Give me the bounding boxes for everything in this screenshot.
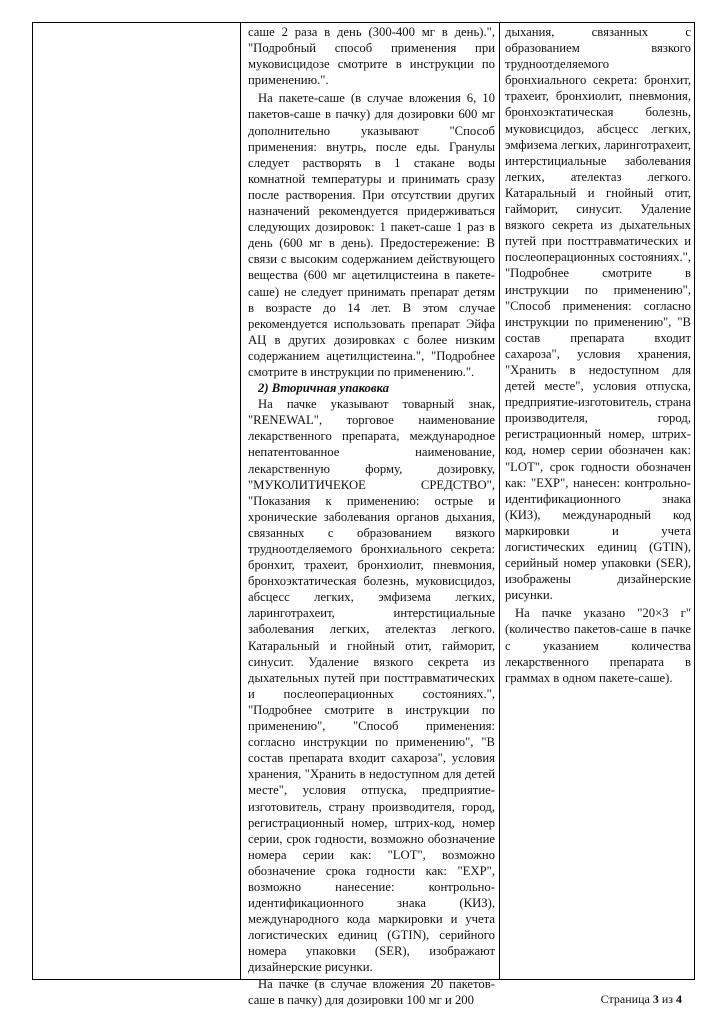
table-column-middle: [241, 23, 500, 1007]
page-label: Страница: [600, 992, 653, 1006]
table-column-empty: [33, 23, 241, 979]
page-total: 4: [676, 992, 682, 1006]
page-number: 3: [652, 992, 659, 1006]
section-heading: 2) Вторичная упаковка: [258, 381, 390, 396]
table-column-right: [500, 23, 694, 979]
text-paragraph: На пачке указывают товарный знак, "RENEWAL", торговое наименование лекарственного препарата, международное непатентованное наименование, лекарственную форму, дозировку, "МУКОЛИТИЧЕКОЕ СРЕДСТВО", "Показания к применению: острые и хронические заболевания органов дыхания, связанных с образованием вязкого трудноотделяемого бронхиального секрета: бронхит, трахеит, бронхиолит, пневмония, бронхоэктатическая болезнь, муковисцидоз, абсцесс легких, эмфизема легких, ларинготрахеит, интерстициальные заболевания легких, ателектаз легкого. Катаральный и гнойный отит, гайморит, синусит. Удаление вязкого секрета из дыхательных путей при посттравматических и послеоперационных состояниях.", "Подробнее смотрите в инструкции по применению", "Способ применения: согласно инструкции по применению", "В состав препарата входит сахароза", условия хранения, "Хранить в недоступном для детей месте", условия отпуска, предприятие-изготовитель, страну производителя, город, регистрационный номер, штрих-код, номер серии, срок годности, возможно обозначение номера серии как: "LOT", возможно обозначение срока годности как: "EXP", возможно нанесение: контрольно-идентификационного знака (КИЗ), международного кода маркировки и учета логистических единиц (GTIN), серийного номера упаковки (SER), изображают дизайнерские рисунки.: [248, 397, 495, 975]
text-paragraph: саше 2 раза в день (300-400 мг в день).", "Подробный способ применения при муковисцидозе смотрите в инструкции по применению.".: [248, 25, 495, 88]
text-paragraph: На пачке (в случае вложения 20 пакетов-саше в пачку) для дозировки 100 мг и 200: [248, 976, 495, 1007]
page-of-label: из: [658, 992, 676, 1006]
page-footer: [601, 992, 682, 1007]
text-paragraph: На пакете-саше (в случае вложения 6, 10 пакетов-саше в пачку) для дозировки 600 мг дополнительно указывают "Способ применения: внутрь, после еды. Гранулы следует растворять в 1 стакане воды комнатной температуры и принимать сразу после растворения. При отсутствии других назначений рекомендуется придерживаться следующих дозировок: 1 пакет-саше 1 раз в день (600 мг в день). Предостережение: В связи с высоким содержанием действующего вещества (600 мг ацетилцистеина в пакете-саше) не следует принимать препарат детям в возрасте до 14 лет. В этом случае рекомендуется использовать препарат Эйфа АЦ в других дозировках с более низким содержанием ацетилцистеина.", "Подробнее смотрите в инструкции по применению.".: [248, 91, 495, 379]
text-paragraph: На пачке указано "20×3 г" (количество пакетов-саше в пачке с указанием количества лекарственного препарата в граммах в одном пакете-саше).: [505, 606, 691, 685]
text-paragraph: дыхания, связанных с образованием вязкого трудноотделяемого бронхиального секрета: бронхит, трахеит, бронхиолит, пневмония, бронхоэктатическая болезнь, муковисцидоз, абсцесс легких, эмфизема легких, ларинготрахеит, интерстициальные заболевания легких, ателектаз легкого. Катаральный и гнойный отит, гайморит, синусит. Удаление вязкого секрета из дыхательных путей при посттравматических и послеоперационных состояниях.", "Подробнее смотрите в инструкции по применению", "Способ применения: согласно инструкции по применению", "В состав препарата входит сахароза", условия хранения, "Хранить в недоступном для детей месте", условия отпуска, предприятие-изготовитель, страна производителя, город, регистрационный номер, штрих-код, номер серии обозначен как: "LOT", срок годности обозначен как: "EXP", нанесен: контрольно-идентификационного знака (КИЗ), международный код маркировки и учета логистических единиц (GTIN), серийный номер упаковки (SER), изображены дизайнерские рисунки.: [505, 25, 691, 603]
